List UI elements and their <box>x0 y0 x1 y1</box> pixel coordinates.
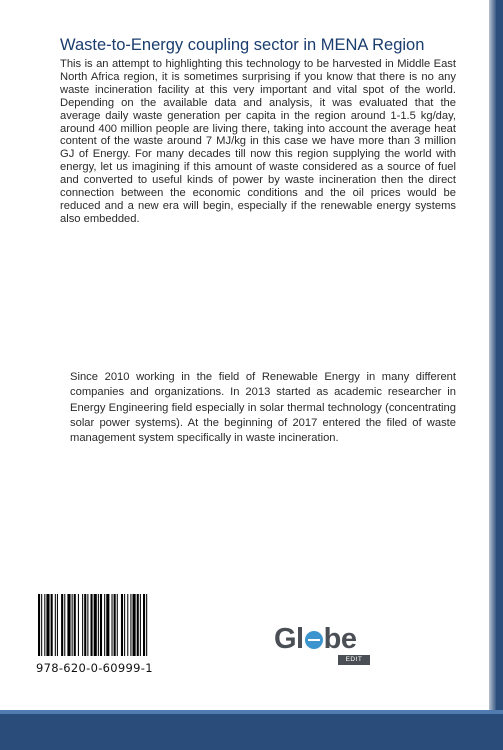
logo-tag: EDIT <box>338 655 370 665</box>
book-title: Waste-to-Energy coupling sector in MENA Region <box>60 36 425 54</box>
band-stripe <box>0 710 503 714</box>
logo-wordmark: Gl be <box>274 623 357 655</box>
globe-icon <box>305 631 323 649</box>
barcode <box>37 594 185 656</box>
isbn-number: 978-620-0-60999-1 <box>36 661 153 675</box>
bottom-band <box>0 710 503 750</box>
author-bio: Since 2010 working in the field of Renewable Energy in many different companies and organizations. In 2013 started as academic researcher in Energy Engineering field especially in solar thermal technology (concentrating solar power systems). At the beginning of 2017 entered the filed of waste management system specifically in waste incineration. <box>70 371 456 445</box>
publisher-logo <box>274 624 384 668</box>
book-blurb: This is an attempt to highlighting this technology to be harvested in Middle East North Africa region, it is sometimes surprising if you know that there is no any waste incineration facility at this very important and vital spot of the world. Depending on the available data and analysis, it was evaluated that the average daily waste generation per capita in the region around 1-1.5 kg/day, around 400 million people are living there, taking into account the average heat content of the waste around 7 MJ/kg in this case we have more than 3 million GJ of Energy. For many decades till now this region supplying the world with energy, let us imagining if this amount of waste considered as a source of fuel and converted to useful kinds of power by waste incineration then the direct connection between the economic conditions and the oil prices would be reduced and a new era will begin, especially if the renewable energy systems also embedded. <box>60 58 456 225</box>
spine-edge <box>489 0 496 710</box>
